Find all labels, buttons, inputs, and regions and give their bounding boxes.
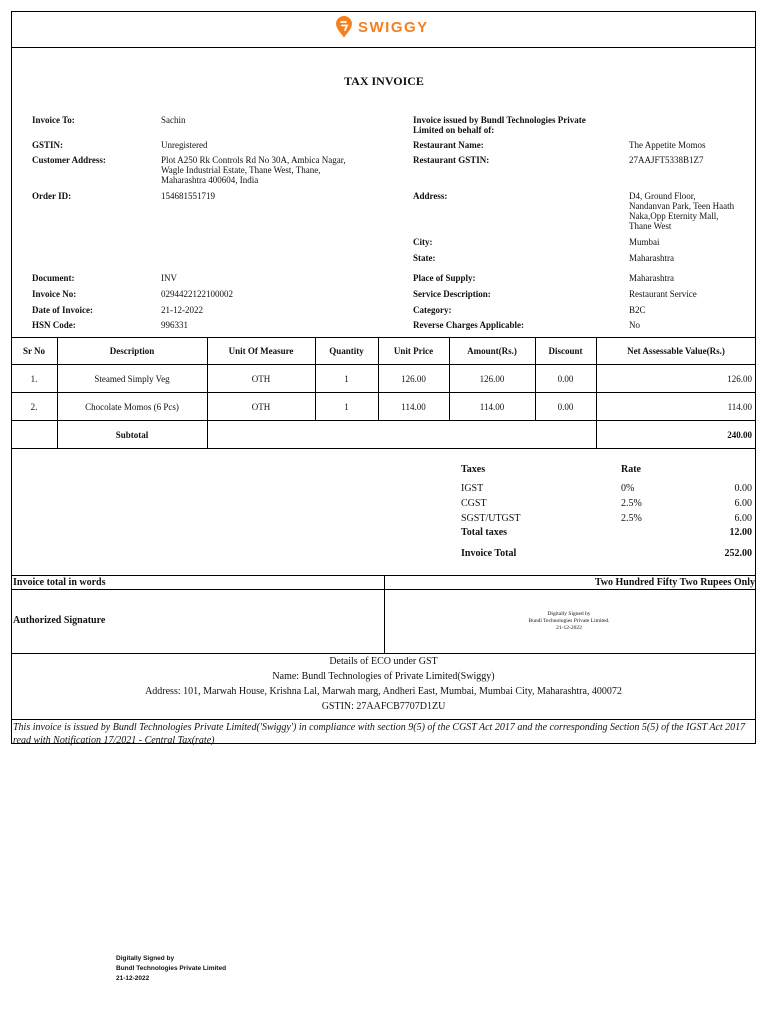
table-row-2-uom: OTH [251, 402, 271, 412]
category-label: Category: [413, 305, 452, 315]
total-taxes-value: 12.00 [729, 527, 752, 538]
tax-igst-rate: 0% [621, 483, 635, 494]
table-row-2-description: Chocolate Momos (6 Pcs) [85, 402, 179, 412]
th-quantity: Quantity [329, 346, 364, 356]
rate-header: Rate [621, 464, 641, 475]
eco-name: Name: Bundl Technologies of Private Limited(Swiggy) [272, 671, 495, 682]
gstin-label: GSTIN: [32, 140, 64, 150]
eco-heading: Details of ECO under GST [329, 656, 438, 667]
eco-address: Address: 101, Marwah House, Krishna Lal, Marwah marg, Andheri East, Mumbai, Mumbai City, Maharashtra, 400072 [145, 686, 622, 697]
issued-by-line: Invoice issued by Bundl Technologies Private [413, 115, 586, 125]
authorized-signature-label: Authorized Signature [13, 615, 106, 626]
city-label: City: [413, 237, 433, 247]
customer-address-line: Wagle Industrial Estate, Thane West, Thane, [161, 165, 321, 175]
customer-address-line: Maharashtra 400604, India [161, 175, 259, 185]
address-line: D4, Ground Floor, [629, 191, 696, 201]
divider-subtotal [11, 448, 756, 449]
divider-logo [11, 47, 756, 48]
customer-address-value [161, 155, 346, 185]
document-label: Document: [32, 273, 75, 283]
address-value [629, 191, 734, 231]
footer-signature [116, 954, 226, 984]
th-unit-of-measure: Unit Of Measure [228, 346, 294, 356]
tax-sgst-name: SGST/UTGST [461, 513, 521, 524]
footer-signature-line: 21-12-2022 [116, 975, 150, 982]
issued-by-line: Limited on behalf of: [413, 125, 495, 135]
gstin-value: Unregistered [161, 140, 208, 150]
page-title: TAX INVOICE [344, 74, 424, 88]
service-description-value: Restaurant Service [629, 289, 697, 299]
th-discount: Discount [548, 346, 583, 356]
address-line: Naka,Opp Eternity Mall, [629, 211, 719, 221]
date-of-invoice-value: 21-12-2022 [161, 305, 203, 315]
total-taxes-label: Total taxes [461, 527, 508, 538]
eco-gstin: GSTIN: 27AAFCB7707D1ZU [321, 701, 446, 712]
restaurant-name-value: The Appetite Momos [629, 140, 706, 150]
table-row-2-discount: 0.00 [557, 402, 574, 412]
invoice-no-label: Invoice No: [32, 289, 77, 299]
digital-signature-stamp [470, 611, 668, 632]
table-row-2-unit-price: 114.00 [401, 402, 426, 412]
table-row-1-uom: OTH [251, 374, 271, 384]
restaurant-name-label: Restaurant Name: [413, 140, 484, 150]
subtotal-label: Subtotal [115, 430, 149, 440]
taxes-header: Taxes [461, 464, 486, 475]
th-net-assessable-value: Net Assessable Value(Rs.) [627, 346, 725, 356]
category-value: B2C [629, 305, 646, 315]
words-split [384, 575, 385, 653]
document-value: INV [161, 273, 177, 283]
service-description-label: Service Description: [413, 289, 491, 299]
table-row-1-quantity: 1 [344, 374, 349, 384]
digital-signature-line: Bundl Technologies Private Limited. [528, 618, 610, 624]
address-line: Nandanvan Park, Teen Haath [629, 201, 735, 211]
tax-sgst-amount: 6.00 [734, 513, 752, 524]
address-label: Address: [413, 191, 448, 201]
table-row-2-quantity: 1 [344, 402, 349, 412]
tax-sgst-rate: 2.5% [621, 513, 642, 524]
table-row-2-net-value: 114.00 [727, 402, 752, 412]
brand-name: SWIGGY [358, 18, 429, 36]
th-amount: Amount(Rs.) [467, 346, 517, 356]
footer-signature-line: Digitally Signed by [116, 955, 175, 962]
table-row-1-discount: 0.00 [557, 374, 574, 384]
place-of-supply-label: Place of Supply: [413, 273, 476, 283]
customer-address-line: Plot A250 Rk Controls Rd No 30A, Ambica Nagar, [161, 155, 346, 165]
issued-by-note [413, 115, 586, 135]
tax-igst-name: IGST [461, 483, 484, 494]
invoice-to-label: Invoice To: [32, 115, 75, 125]
total-in-words-value: Two Hundred Fifty Two Rupees Only [594, 577, 755, 588]
table-row-1-description: Steamed Simply Veg [94, 374, 170, 384]
compliance-note: This invoice is issued by Bundl Technologies Private Limited('Swiggy') in compliance with section 9(5) of the CGST Act 2017 and the corresponding Section 5(5) of the IGST Act 2017 read with Notification 17/2021 - Central Tax(rate) [13, 722, 746, 746]
divider-note [11, 719, 756, 720]
reverse-charges-label: Reverse Charges Applicable: [413, 320, 524, 330]
hsn-code-value: 996331 [161, 320, 188, 330]
swiggy-logo-icon [336, 16, 352, 38]
invoice-total-label: Invoice Total [461, 548, 517, 559]
reverse-charges-value: No [629, 320, 640, 330]
th-sr-no: Sr No [22, 346, 46, 356]
state-label: State: [413, 253, 436, 263]
digital-signature-line: Digitally Signed by [547, 611, 591, 617]
subtotal-value: 240.00 [727, 430, 752, 440]
table-row-1-amount: 126.00 [479, 374, 505, 384]
total-in-words-label: Invoice total in words [13, 577, 106, 588]
restaurant-gstin-label: Restaurant GSTIN: [413, 155, 490, 165]
order-id-label: Order ID: [32, 191, 72, 201]
customer-address-label: Customer Address: [32, 155, 106, 165]
invoice-to-value: Sachin [161, 115, 186, 125]
city-value: Mumbai [629, 237, 660, 247]
digital-signature-line: 21-12-2022 [556, 625, 582, 631]
state-value: Maharashtra [629, 253, 674, 263]
divider-table-top [11, 337, 756, 338]
divider-row2 [11, 420, 756, 421]
table-row-1-net-value: 126.00 [727, 374, 752, 384]
order-id-value: 154681551719 [161, 191, 215, 201]
address-line: Thane West [629, 221, 672, 231]
tax-cgst-name: CGST [461, 498, 487, 509]
tax-igst-amount: 0.00 [734, 483, 752, 494]
footer-signature-line: Bundl Technologies Private Limited [116, 965, 227, 972]
th-unit-price: Unit Price [393, 346, 434, 356]
place-of-supply-value: Maharashtra [629, 273, 674, 283]
divider-header-row [11, 364, 756, 365]
th-description: Description [109, 346, 155, 356]
swiggy-logo [336, 16, 429, 38]
invoice-total-value: 252.00 [724, 548, 752, 559]
tax-cgst-rate: 2.5% [621, 498, 642, 509]
table-row-1-unit-price: 126.00 [401, 374, 426, 384]
hsn-code-label: HSN Code: [32, 320, 76, 330]
date-of-invoice-label: Date of Invoice: [32, 305, 93, 315]
divider-row1 [11, 392, 756, 393]
divider-signature [11, 653, 756, 654]
table-row-2-sr: 2. [30, 402, 38, 412]
restaurant-gstin-value: 27AAJFT5338B1Z7 [629, 155, 704, 165]
table-row-2-amount: 114.00 [479, 402, 505, 412]
table-row-1-sr: 1. [30, 374, 38, 384]
tax-cgst-amount: 6.00 [734, 498, 752, 509]
invoice-no-value: 0294422122100002 [161, 289, 233, 299]
